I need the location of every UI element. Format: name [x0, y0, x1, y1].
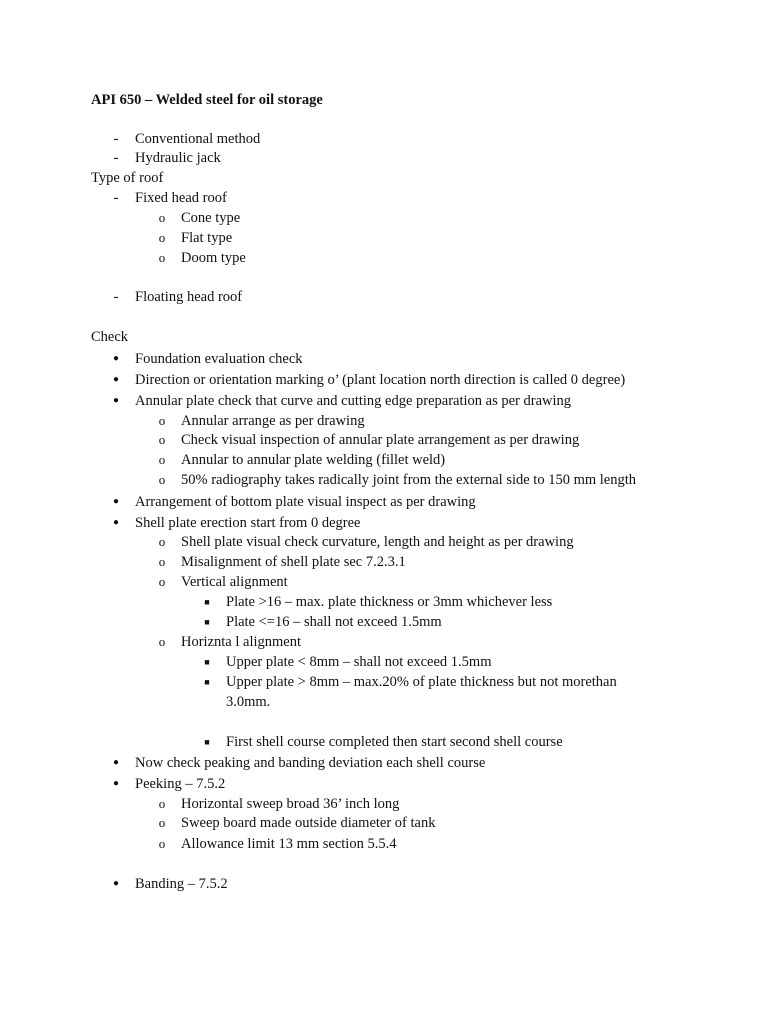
- circle-marker: o: [158, 796, 166, 811]
- square-marker: ■: [204, 657, 210, 667]
- list-item: Misalignment of shell plate sec 7.2.3.1: [181, 554, 406, 570]
- circle-marker: o: [158, 815, 166, 830]
- circle-marker: o: [158, 432, 166, 447]
- dash-marker: -: [113, 190, 119, 206]
- bullet-marker: ●: [112, 496, 120, 507]
- circle-marker: o: [158, 250, 166, 265]
- square-marker: ■: [204, 617, 210, 627]
- list-item: Banding – 7.5.2: [135, 876, 228, 892]
- list-item: Vertical alignment: [181, 574, 288, 590]
- list-item-continuation: 3.0mm.: [226, 694, 271, 710]
- list-item: Horizontal sweep broad 36’ inch long: [181, 796, 400, 812]
- square-marker: ■: [204, 597, 210, 607]
- section-heading-check: Check: [91, 329, 129, 345]
- circle-marker: o: [158, 554, 166, 569]
- list-item: Annular to annular plate welding (fillet weld): [181, 452, 446, 468]
- list-item: Shell plate visual check curvature, length and height as per drawing: [181, 534, 574, 550]
- list-item: First shell course completed then start second shell course: [226, 734, 563, 750]
- list-item: Now check peaking and banding deviation each shell course: [135, 755, 486, 771]
- list-item: Doom type: [181, 250, 246, 266]
- bullet-marker: ●: [112, 878, 120, 889]
- list-item: Fixed head roof: [135, 190, 227, 206]
- circle-marker: o: [158, 452, 166, 467]
- list-item: Plate <=16 – shall not exceed 1.5mm: [226, 614, 442, 630]
- circle-marker: o: [158, 634, 166, 649]
- list-item: Shell plate erection start from 0 degree: [135, 515, 361, 531]
- list-item: Upper plate > 8mm – max.20% of plate thickness but not morethan: [226, 674, 617, 690]
- list-item: 50% radiography takes radically joint from the external side to 150 mm length: [181, 472, 637, 488]
- list-item: Flat type: [181, 230, 233, 246]
- circle-marker: o: [158, 230, 166, 245]
- list-item: Cone type: [181, 210, 241, 226]
- square-marker: ■: [204, 737, 210, 747]
- bullet-marker: ●: [112, 395, 120, 406]
- document-title: API 650 – Welded steel for oil storage: [91, 92, 323, 108]
- list-item: Foundation evaluation check: [135, 351, 303, 367]
- bullet-marker: ●: [112, 374, 120, 385]
- bullet-marker: ●: [112, 778, 120, 789]
- list-item: Horiznta l alignment: [181, 634, 301, 650]
- list-item: Annular arrange as per drawing: [181, 413, 365, 429]
- square-marker: ■: [204, 677, 210, 687]
- dash-marker: -: [113, 289, 119, 305]
- dash-marker: -: [113, 150, 119, 166]
- circle-marker: o: [158, 413, 166, 428]
- list-item: Hydraulic jack: [135, 150, 221, 166]
- circle-marker: o: [158, 472, 166, 487]
- list-item: Plate >16 – max. plate thickness or 3mm whichever less: [226, 594, 553, 610]
- list-item: Upper plate < 8mm – shall not exceed 1.5mm: [226, 654, 492, 670]
- dash-marker: -: [113, 131, 119, 147]
- list-item: Direction or orientation marking o’ (plant location north direction is called 0 degree): [135, 372, 626, 388]
- list-item: Allowance limit 13 mm section 5.5.4: [181, 836, 397, 852]
- list-item: Floating head roof: [135, 289, 243, 305]
- list-item: Arrangement of bottom plate visual inspect as per drawing: [135, 494, 476, 510]
- circle-marker: o: [158, 534, 166, 549]
- list-item: Peeking – 7.5.2: [135, 776, 226, 792]
- circle-marker: o: [158, 210, 166, 225]
- list-item: Annular plate check that curve and cutting edge preparation as per drawing: [135, 393, 572, 409]
- section-heading-roof: Type of roof: [91, 170, 164, 186]
- circle-marker: o: [158, 836, 166, 851]
- list-item: Conventional method: [135, 131, 261, 147]
- list-item: Sweep board made outside diameter of tank: [181, 815, 436, 831]
- circle-marker: o: [158, 574, 166, 589]
- bullet-marker: ●: [112, 353, 120, 364]
- list-item: Check visual inspection of annular plate arrangement as per drawing: [181, 432, 580, 448]
- bullet-marker: ●: [112, 757, 120, 768]
- bullet-marker: ●: [112, 517, 120, 528]
